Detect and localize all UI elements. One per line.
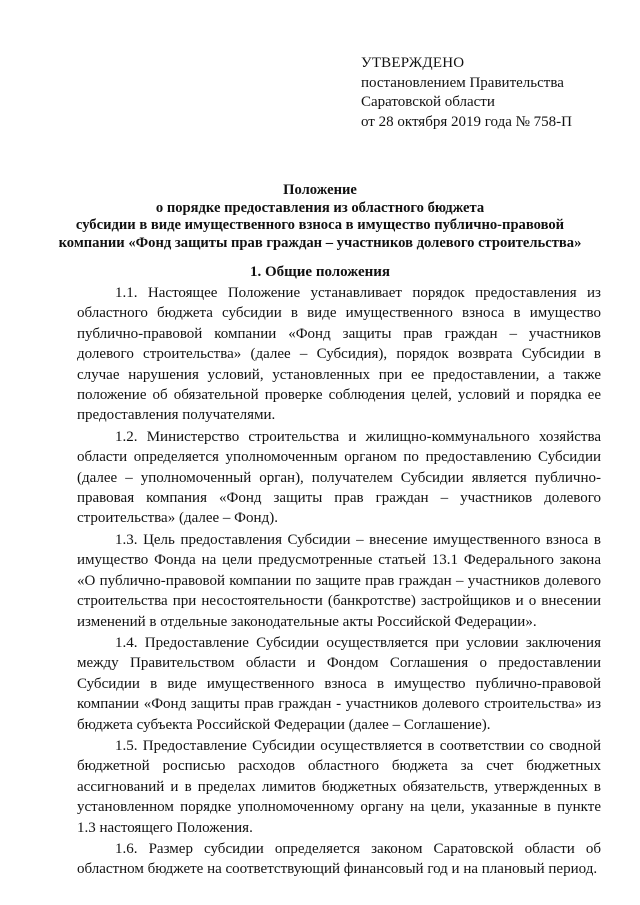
paragraph-1-5: 1.5. Предоставление Субсидии осуществляется в соответствии со сводной бюджетной росписью расходов областного бюджета за счет бюджетных ассигнований и в пределах лимитов бюджетных обязательств, утвержденных в установленном порядке уполномоченному органу на цели, указанные в пункте 1.3 настоящего Положения. xyxy=(77,737,601,836)
paragraph-1-4: 1.4. Предоставление Субсидии осуществляется при условии заключения между Правительством области и Фондом Соглашения о предоставлении Субсидии в виде имущественного взноса в имущество публично-правовой компании «Фонд защиты прав граждан - участников долевого строительства» из бюджета субъекта Российской Федерации (далее – Соглашение). xyxy=(77,634,601,733)
approval-block xyxy=(361,54,572,132)
approval-line-1: постановлением Правительства xyxy=(361,74,564,91)
paragraph-1-2: 1.2. Министерство строительства и жилищно-коммунального хозяйства области определяется уполномоченным органом по предоставлению Субсидии (далее – уполномоченный орган), получателем Субсидии является публично-правовая компания «Фонд защиты прав граждан – участников долевого строительства» (далее – Фонд). xyxy=(77,428,601,527)
title-line-3: субсидии в виде имущественного взноса в имущество публично-правовой xyxy=(75,217,565,234)
title-line-4: компании «Фонд защиты прав граждан – участников долевого строительства» xyxy=(58,234,582,251)
section-heading: 1. Общие положения xyxy=(249,264,391,280)
document-title xyxy=(0,182,640,252)
approval-line-3: от 28 октября 2019 года № 758-П xyxy=(361,113,573,130)
title-line-2: о порядке предоставления из областного бюджета xyxy=(155,199,485,216)
paragraph-1-6: 1.6. Размер субсидии определяется законом Саратовской области об областном бюджете на соответствующий финансовый год и на плановый период. xyxy=(77,840,601,878)
section-body xyxy=(77,283,601,881)
paragraph-1-1: 1.1. Настоящее Положение устанавливает порядок предоставления из областного бюджета субсидии в виде имущественного взноса в имущество публично-правовой компании «Фонд защиты прав граждан – участников долевого строительства» (далее – Субсидия), порядок возврата Субсидии в случае нарушения условий, установленных при ее предоставлении, а также положение об обязательной проверке соблюдения целей, условий и порядка ее предоставления получателями. xyxy=(77,285,601,424)
title-line-1: Положение xyxy=(283,182,357,198)
approval-heading: УТВЕРЖДЕНО xyxy=(361,55,465,71)
approval-line-2: Саратовской области xyxy=(361,94,495,110)
paragraph-1-3: 1.3. Цель предоставления Субсидии – внесение имущественного взноса в имущество Фонда на цели предусмотренные статьей 13.1 Федерального закона «О публично-правовой компании по защите прав граждан – участников долевого строительства при несостоятельности (банкротстве) застройщиков и о внесении изменений в отдельные законодательные акты Российской Федерации». xyxy=(77,531,601,630)
